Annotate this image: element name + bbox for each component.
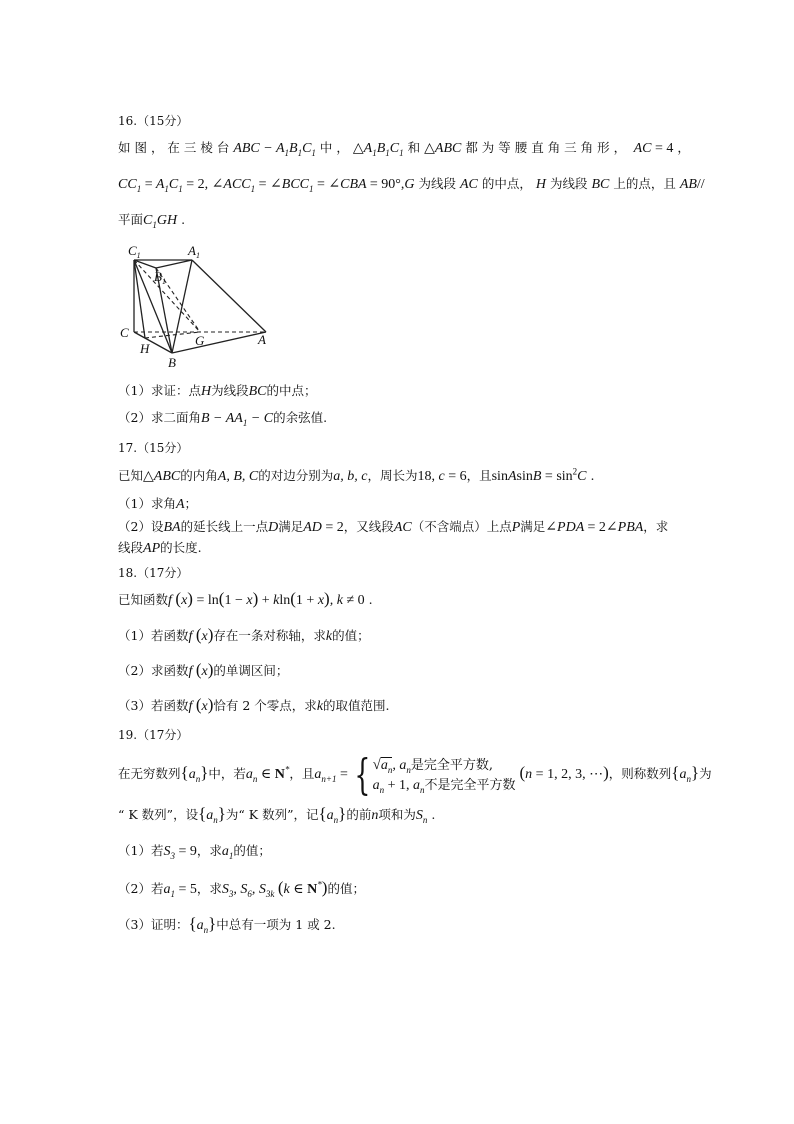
q19-line1: 在无穷数列$\{a_n\}$中，若$a_n$ ∈ N*，且$a_{n+1}$ = { $√a_n$, $a_n$是完全平方数, $a_n + 1$, $a_n$不是完全平方数 (n = 1, 2, 3, ⋯)，则称数列$\{a_n\}$为 bbox=[118, 750, 712, 799]
q19-sub3: （3）证明：$\{a_n\}$中总有一项为 1 或 2. bbox=[118, 914, 336, 935]
q16-line3: 平面$C_1GH$ . bbox=[118, 212, 186, 230]
q17-sub2-line2: 线段AP的长度. bbox=[118, 540, 202, 556]
q18-sub1: （1）若函数f (x)存在一条对称轴，求k的值； bbox=[118, 625, 370, 644]
piecewise: { $√a_n$, $a_n$是完全平方数, $a_n + 1$, $a_n$不是完全平方数 bbox=[354, 750, 516, 799]
q17-sub1: （1）求角A； bbox=[118, 496, 198, 512]
q19-line2: “ K 数列”，设$\{a_n\}$为“ K 数列”，记$\{a_n\}$的前n项和为$S_n$ . bbox=[118, 804, 436, 825]
label-A1: $A_1$ bbox=[188, 243, 200, 260]
q18-sub2: （2）求函数f (x)的单调区间； bbox=[118, 660, 289, 679]
q17-line1: 已知△ABC的内角A, B, C的对边分别为a, b, c，周长为18, c = 6，且sinAsinB = $\sin^2C$ . bbox=[118, 466, 595, 484]
q16-line1: 如 图 ， 在 三 棱 台 ABC − $A_1B_1C_1$ 中 ， $\triangle A_1B_1C_1$ 和 △ABC 都 为 等 腰 直 角 三 角 形 ， AC = 4 ， bbox=[118, 140, 690, 158]
q18-header: 18.（17分） bbox=[118, 566, 189, 580]
label-B: B bbox=[168, 355, 176, 370]
label-C1: $C_1$ bbox=[128, 243, 141, 260]
q18-sub3: （3）若函数f (x)恰有 2 个零点，求k的取值范围. bbox=[118, 695, 390, 714]
label-B1: $B_1$ bbox=[154, 269, 166, 286]
q19-header: 19.（17分） bbox=[118, 728, 189, 742]
q16-line2: $CC_1 = A_1C_1 = 2$, $\angle ACC_1$ = $\angle BCC_1$ = ∠CBA = 90°,G 为线段 AC 的中点， H 为线段 BC 上的点，且 AB// bbox=[118, 176, 705, 194]
q19-sub1: （1）若$S_3 = 9$，求$a_1$的值； bbox=[118, 843, 271, 861]
label-H: H bbox=[140, 341, 150, 356]
prism-figure bbox=[112, 240, 282, 375]
q16-sub2: （2）求二面角$B - AA_1 - C$的余弦值. bbox=[118, 410, 328, 428]
q18-line1: 已知函数f (x) = ln(1 − x) + kln(1 + x), k ≠ 0 . bbox=[118, 589, 373, 608]
label-C: C bbox=[120, 325, 129, 340]
q17-sub2: （2）设BA的延长线上一点D满足AD = 2，又线段AC（不含端点）上点P满足∠PDA = 2∠PBA，求 bbox=[118, 519, 669, 535]
label-A: A bbox=[258, 332, 266, 347]
label-G: G bbox=[195, 333, 205, 348]
q19-sub2: （2）若$a_1 = 5$，求$S_3$, $S_6$, $S_{3k}$ (k ∈ N*)的值； bbox=[118, 878, 365, 899]
q17-header: 17.（15分） bbox=[118, 441, 189, 455]
q16-sub1: （1）求证：点H为线段BC的中点； bbox=[118, 383, 317, 399]
q16-header: 16.（15分） bbox=[118, 114, 189, 128]
